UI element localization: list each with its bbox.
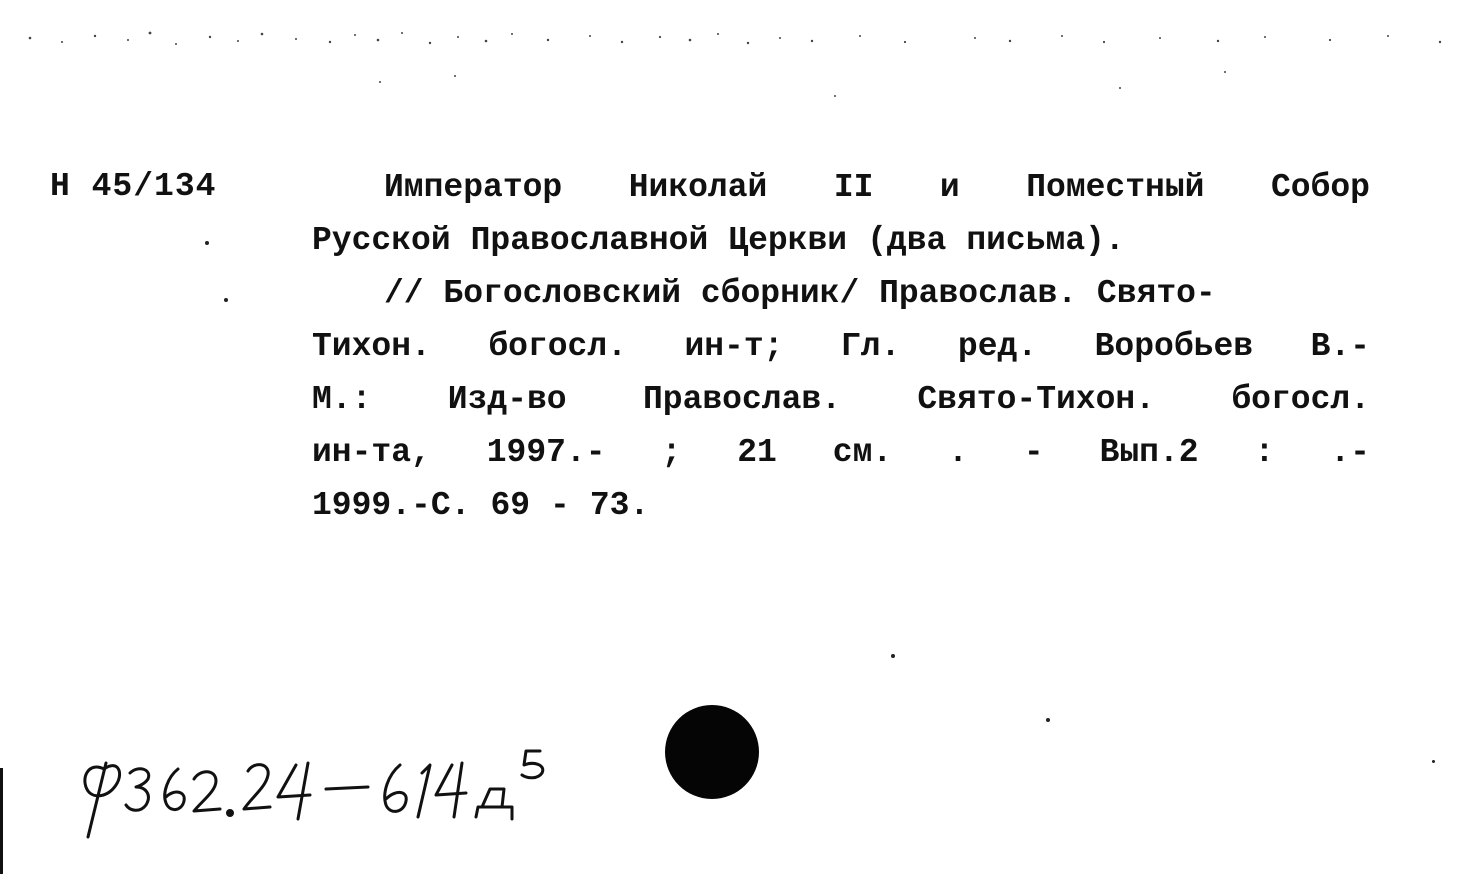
entry-line-7 [312,486,1370,539]
entry-word: Тихон. [312,328,431,365]
handwritten-call-number [78,745,638,845]
scan-noise [0,0,1466,120]
entry-word: (два [867,222,947,259]
entry-word: . [948,434,968,471]
entry-line-6 [312,433,1370,486]
entry-word: богосл. [488,328,627,365]
entry-word: Поместный [1026,169,1205,206]
entry-word: Воробьев [1094,328,1254,365]
entry-word: Изд-во [447,381,567,418]
card-edge-line [0,768,3,874]
entry-word: Церкви [728,222,848,259]
entry-word: 1997.- [486,434,606,471]
entry-word: см. [832,434,893,471]
entry-word: - [550,487,570,524]
bibliographic-entry [312,168,1370,539]
entry-word: ин-та, [312,434,431,471]
entry-word: М.: [312,381,372,418]
entry-word: Русской [312,222,451,259]
entry-line-5 [312,380,1370,433]
entry-text: // Богословский сборник/ Православ. Свято- [384,275,1216,312]
entry-word: Император [384,169,563,206]
entry-word: Николай [628,169,768,206]
entry-word: Вып.2 [1099,434,1199,471]
entry-word: - [1023,434,1044,471]
entry-word: 1999.-С. [312,487,471,524]
entry-line-4 [312,327,1370,380]
shelfmark: Н 45/134 [50,168,217,205]
entry-word: 69 [490,487,531,524]
ink-speck [1432,760,1435,763]
entry-word: богосл. [1231,381,1370,418]
ink-speck [891,654,895,658]
ink-speck [1046,718,1050,722]
entry-word: Православ. [642,381,842,418]
entry-word: ин-т; [684,328,784,365]
entry-word: Православной [470,222,709,259]
entry-word: письма). [966,222,1125,259]
entry-word: и [939,169,960,206]
entry-line-3 [312,274,1370,327]
punch-hole [665,705,759,799]
entry-line-2 [312,221,1370,274]
entry-word: II [833,169,874,206]
ink-speck [224,298,228,302]
entry-line-1 [312,168,1370,221]
entry-word: : [1254,434,1275,471]
entry-word: В.- [1310,328,1370,365]
entry-word: Свято-Тихон. [917,381,1156,418]
entry-word: ред. [957,328,1038,365]
ink-speck [205,241,209,245]
entry-word: Гл. [840,328,901,365]
entry-word: .- [1330,434,1370,471]
entry-word: Собор [1270,169,1370,206]
entry-word: 73. [589,487,650,524]
entry-word: ; [661,434,682,471]
entry-word: 21 [737,434,777,471]
